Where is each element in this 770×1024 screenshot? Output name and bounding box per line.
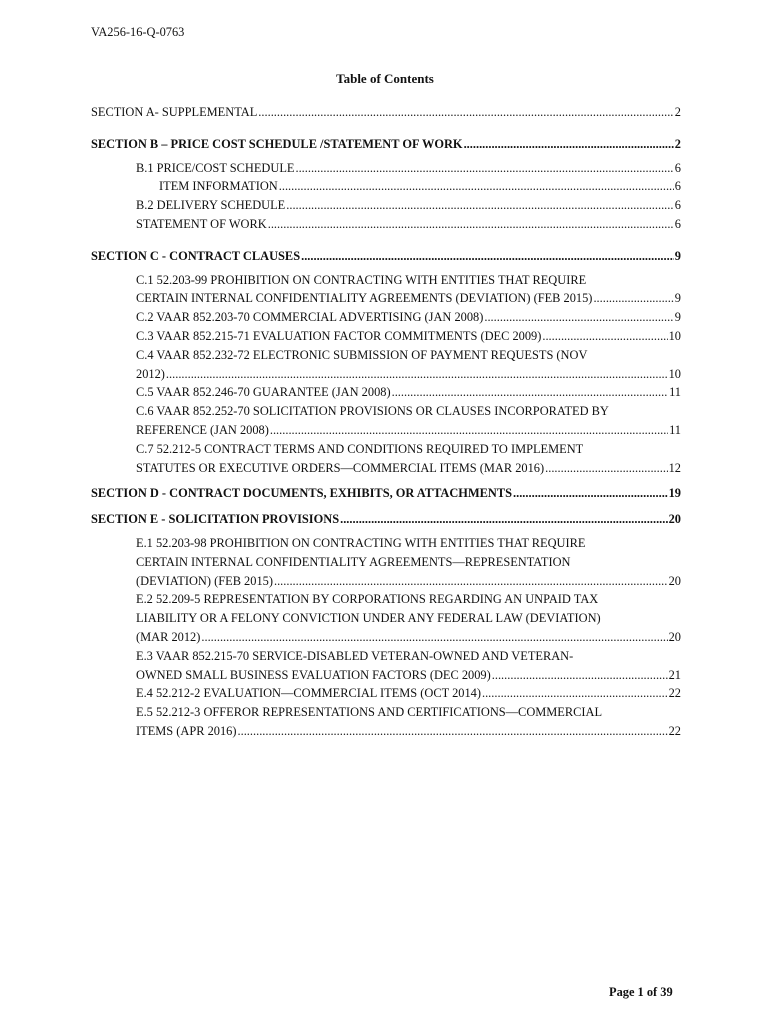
toc-entry-item-information[interactable]: [91, 177, 681, 196]
leader-dots: [392, 383, 668, 402]
toc-entry-section-b[interactable]: [91, 135, 681, 154]
toc-entry-e3[interactable]: [91, 647, 681, 685]
toc-entry-page: 6: [674, 198, 681, 213]
toc-entry-page: 10: [668, 328, 681, 343]
leader-dots: [513, 484, 668, 503]
toc-entry-c2[interactable]: [91, 308, 681, 327]
toc-entry-e4[interactable]: [91, 684, 681, 703]
toc-entry-label: B.1 PRICE/COST SCHEDULE: [136, 160, 295, 175]
toc-entry-label: SECTION C - CONTRACT CLAUSES: [91, 248, 301, 263]
toc-entry-label: B.2 DELIVERY SCHEDULE: [136, 198, 286, 213]
toc-entry-label: E.1 52.203-98 PROHIBITION ON CONTRACTING WITH ENTITIES THAT REQUIRE: [136, 535, 586, 550]
leader-dots: [279, 177, 674, 196]
toc-entry-c6[interactable]: [91, 402, 681, 440]
toc-entry-label-line2: CERTAIN INTERNAL CONFIDENTIALITY AGREEMENTS—REPRESENTATION: [136, 554, 571, 569]
toc-entry-page: 20: [668, 629, 681, 644]
toc-entry-page: 2: [674, 105, 681, 119]
leader-dots: [542, 327, 667, 346]
toc-entry-label: C.2 VAAR 852.203-70 COMMERCIAL ADVERTISING (JAN 2008): [136, 310, 484, 325]
toc-entry-c5[interactable]: [91, 383, 681, 402]
toc-entry-page: 22: [668, 686, 681, 701]
toc-entry-c4[interactable]: [91, 346, 681, 384]
leader-dots: [545, 459, 667, 478]
toc-entry-page: 9: [674, 291, 681, 306]
toc-entry-label: C.3 VAAR 852.215-71 EVALUATION FACTOR COMMITMENTS (DEC 2009): [136, 328, 542, 343]
toc-title: Table of Contents: [336, 71, 434, 86]
toc-entry-label: C.4 VAAR 852.232-72 ELECTRONIC SUBMISSION OF PAYMENT REQUESTS (NOV: [136, 347, 588, 362]
toc-entry-page: 9: [674, 248, 681, 263]
toc-entry-label-line2: CERTAIN INTERNAL CONFIDENTIALITY AGREEMENTS (DEVIATION) (FEB 2015): [136, 291, 593, 306]
leader-dots: [201, 628, 667, 647]
toc-entry-label-line2: STATUTES OR EXECUTIVE ORDERS—COMMERCIAL ITEMS (MAR 2016): [136, 460, 545, 475]
toc-entry-label-line2: ITEMS (APR 2016): [136, 723, 237, 738]
toc-entry-label: E.5 52.212-3 OFFEROR REPRESENTATIONS AND CERTIFICATIONS—COMMERCIAL: [136, 705, 603, 720]
toc-entry-page: 9: [674, 310, 681, 325]
toc-entry-label-line2: REFERENCE (JAN 2008): [136, 422, 269, 437]
leader-dots: [238, 722, 668, 741]
toc-entry-page: 22: [668, 723, 681, 738]
toc-entry-page: 12: [668, 460, 681, 475]
leader-dots: [340, 510, 668, 529]
toc-entry-b2[interactable]: [91, 196, 681, 215]
leader-dots: [482, 684, 668, 703]
table-of-contents: [91, 103, 681, 741]
toc-entry-page: 2: [674, 136, 681, 151]
toc-entry-label-line2: OWNED SMALL BUSINESS EVALUATION FACTORS (DEC 2009): [136, 667, 491, 682]
toc-entry-page: 11: [669, 422, 681, 437]
toc-entry-label: C.7 52.212-5 CONTRACT TERMS AND CONDITIONS REQUIRED TO IMPLEMENT: [136, 441, 584, 456]
toc-entry-section-d[interactable]: [91, 484, 681, 503]
toc-entry-label-line3: (MAR 2012): [136, 629, 201, 644]
toc-entry-label: C.6 VAAR 852.252-70 SOLICITATION PROVISIONS OR CLAUSES INCORPORATED BY: [136, 404, 609, 419]
toc-entry-c1[interactable]: [91, 271, 681, 309]
leader-dots: [270, 421, 668, 440]
leader-dots: [484, 308, 673, 327]
leader-dots: [295, 159, 673, 178]
toc-entry-page: 20: [668, 573, 681, 588]
toc-entry-label-line3: (DEVIATION) (FEB 2015): [136, 573, 273, 588]
leader-dots: [166, 365, 668, 384]
toc-entry-label: C.1 52.203-99 PROHIBITION ON CONTRACTING WITH ENTITIES THAT REQUIRE: [136, 272, 587, 287]
toc-entry-section-a[interactable]: [91, 103, 681, 122]
toc-entry-e1[interactable]: [91, 534, 681, 590]
toc-entry-label: E.4 52.212-2 EVALUATION—COMMERCIAL ITEMS (OCT 2014): [136, 686, 481, 701]
toc-entry-label: C.5 VAAR 852.246-70 GUARANTEE (JAN 2008): [136, 385, 391, 400]
toc-entry-b1[interactable]: [91, 159, 681, 178]
toc-entry-e5[interactable]: [91, 703, 681, 741]
toc-entry-label: ITEM INFORMATION: [159, 179, 278, 194]
toc-entry-c3[interactable]: [91, 327, 681, 346]
toc-entry-label: E.2 52.209-5 REPRESENTATION BY CORPORATIONS REGARDING AN UNPAID TAX: [136, 592, 599, 607]
toc-entry-e2[interactable]: [91, 590, 681, 646]
toc-entry-section-e[interactable]: [91, 510, 681, 529]
toc-entry-page: 10: [668, 366, 681, 381]
toc-entry-label: SECTION A- SUPPLEMENTAL: [91, 105, 258, 119]
toc-entry-page: 6: [674, 179, 681, 194]
toc-entry-page: 19: [668, 486, 681, 501]
document-id: VA256-16-Q-0763: [91, 25, 185, 39]
leader-dots: [268, 215, 674, 234]
toc-entry-page: 11: [669, 385, 681, 400]
toc-entry-statement-of-work[interactable]: [91, 215, 681, 234]
page-number: Page 1 of 39: [609, 985, 673, 999]
leader-dots: [274, 572, 668, 591]
leader-dots: [492, 666, 668, 685]
toc-entry-section-c[interactable]: [91, 247, 681, 266]
toc-entry-label: SECTION D - CONTRACT DOCUMENTS, EXHIBITS, OR ATTACHMENTS: [91, 486, 513, 501]
leader-dots: [258, 103, 674, 122]
toc-entry-page: 21: [668, 667, 681, 682]
toc-entry-page: 20: [668, 512, 681, 527]
toc-entry-page: 6: [674, 216, 681, 231]
leader-dots: [593, 289, 673, 308]
leader-dots: [301, 247, 674, 266]
toc-entry-label-line2: 2012): [136, 366, 165, 381]
toc-entry-label: SECTION E - SOLICITATION PROVISIONS: [91, 512, 340, 527]
toc-entry-c7[interactable]: [91, 440, 681, 478]
leader-dots: [286, 196, 674, 215]
toc-entry-label: E.3 VAAR 852.215-70 SERVICE-DISABLED VETERAN-OWNED AND VETERAN-: [136, 648, 574, 663]
leader-dots: [464, 135, 674, 154]
toc-entry-label: STATEMENT OF WORK: [136, 216, 267, 231]
toc-entry-page: 6: [674, 160, 681, 175]
toc-entry-label: SECTION B – PRICE COST SCHEDULE /STATEMENT OF WORK: [91, 136, 463, 151]
toc-entry-label-line2: LIABILITY OR A FELONY CONVICTION UNDER ANY FEDERAL LAW (DEVIATION): [136, 611, 601, 626]
